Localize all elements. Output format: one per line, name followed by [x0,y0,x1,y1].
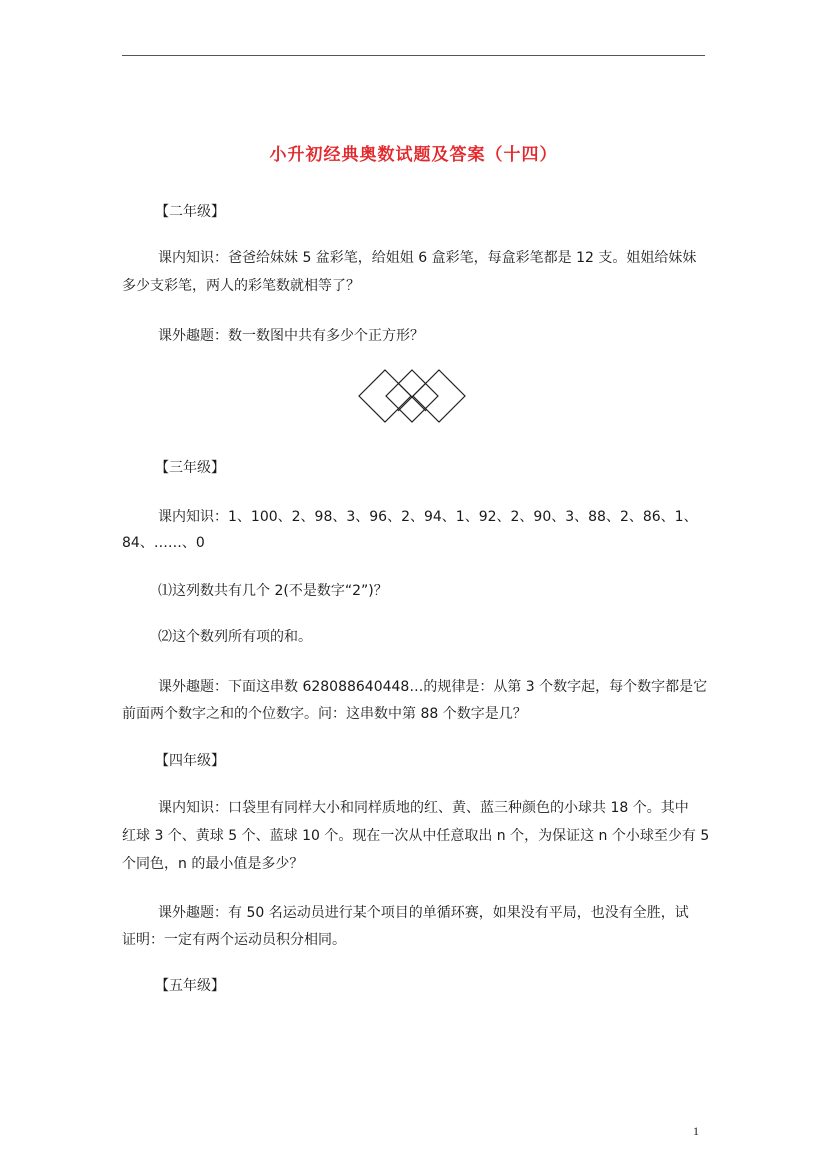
grade3-question2: ⑵这个数列所有项的和。 [158,629,312,645]
grade3-extra-line2: 前面两个数字之和的个位数字。问：这串数中第 88 个数字是几？ [122,706,527,722]
grade3-question1: ⑴这列数共有几个 2(不是数字“2”)？ [158,583,388,599]
grade4-in-class-line1: 课内知识：口袋里有同样大小和同样质地的红、黄、蓝三种颜色的小球共 18 个。其中 [158,800,689,816]
grade3-in-class-line2: 84、……、0 [122,535,205,551]
grade4-in-class-line3: 个同色，n 的最小值是多少？ [122,856,304,872]
grade2-heading: 【二年级】 [155,204,225,220]
document-title: 小升初经典奥数试题及答案（十四） [269,145,558,165]
grade3-in-class-line1: 课内知识：1、100、2、98、3、96、2、94、1、92、2、90、3、88、2、86、1、 [158,509,698,525]
grade3-heading: 【三年级】 [155,460,225,476]
header-rule [122,55,705,56]
grade3-extra-line1: 课外趣题：下面这串数 628088640448…的规律是：从第 3 个数字起，每个数字都是它 [158,679,708,695]
grade2-in-class-line2: 多少支彩笔，两人的彩笔数就相等了？ [122,278,360,294]
grade4-extra-line2: 证明：一定有两个运动员积分相同。 [122,932,346,948]
figure-square-3 [413,370,465,422]
page-number: 1 [693,1124,699,1138]
grade2-in-class-line1: 课内知识：爸爸给妹妹 5 盆彩笔，给姐姐 6 盒彩笔，每盒彩笔都是 12 支。姐姐给妹妹 [158,250,697,266]
squares-figure [356,366,472,426]
grade4-extra-line1: 课外趣题：有 50 名运动员进行某个项目的单循环赛，如果没有平局，也没有全胜，试 [158,905,689,921]
figure-square-2 [386,370,438,422]
grade4-in-class-line2: 红球 3 个、黄球 5 个、蓝球 10 个。现在一次从中任意取出 n 个，为保证这 n 个小球至少有 5 [122,828,710,844]
grade5-heading: 【五年级】 [155,978,225,994]
figure-square-1 [359,370,411,422]
grade2-extra: 课外趣题：数一数图中共有多少个正方形？ [158,328,424,344]
grade4-heading: 【四年级】 [155,753,225,769]
